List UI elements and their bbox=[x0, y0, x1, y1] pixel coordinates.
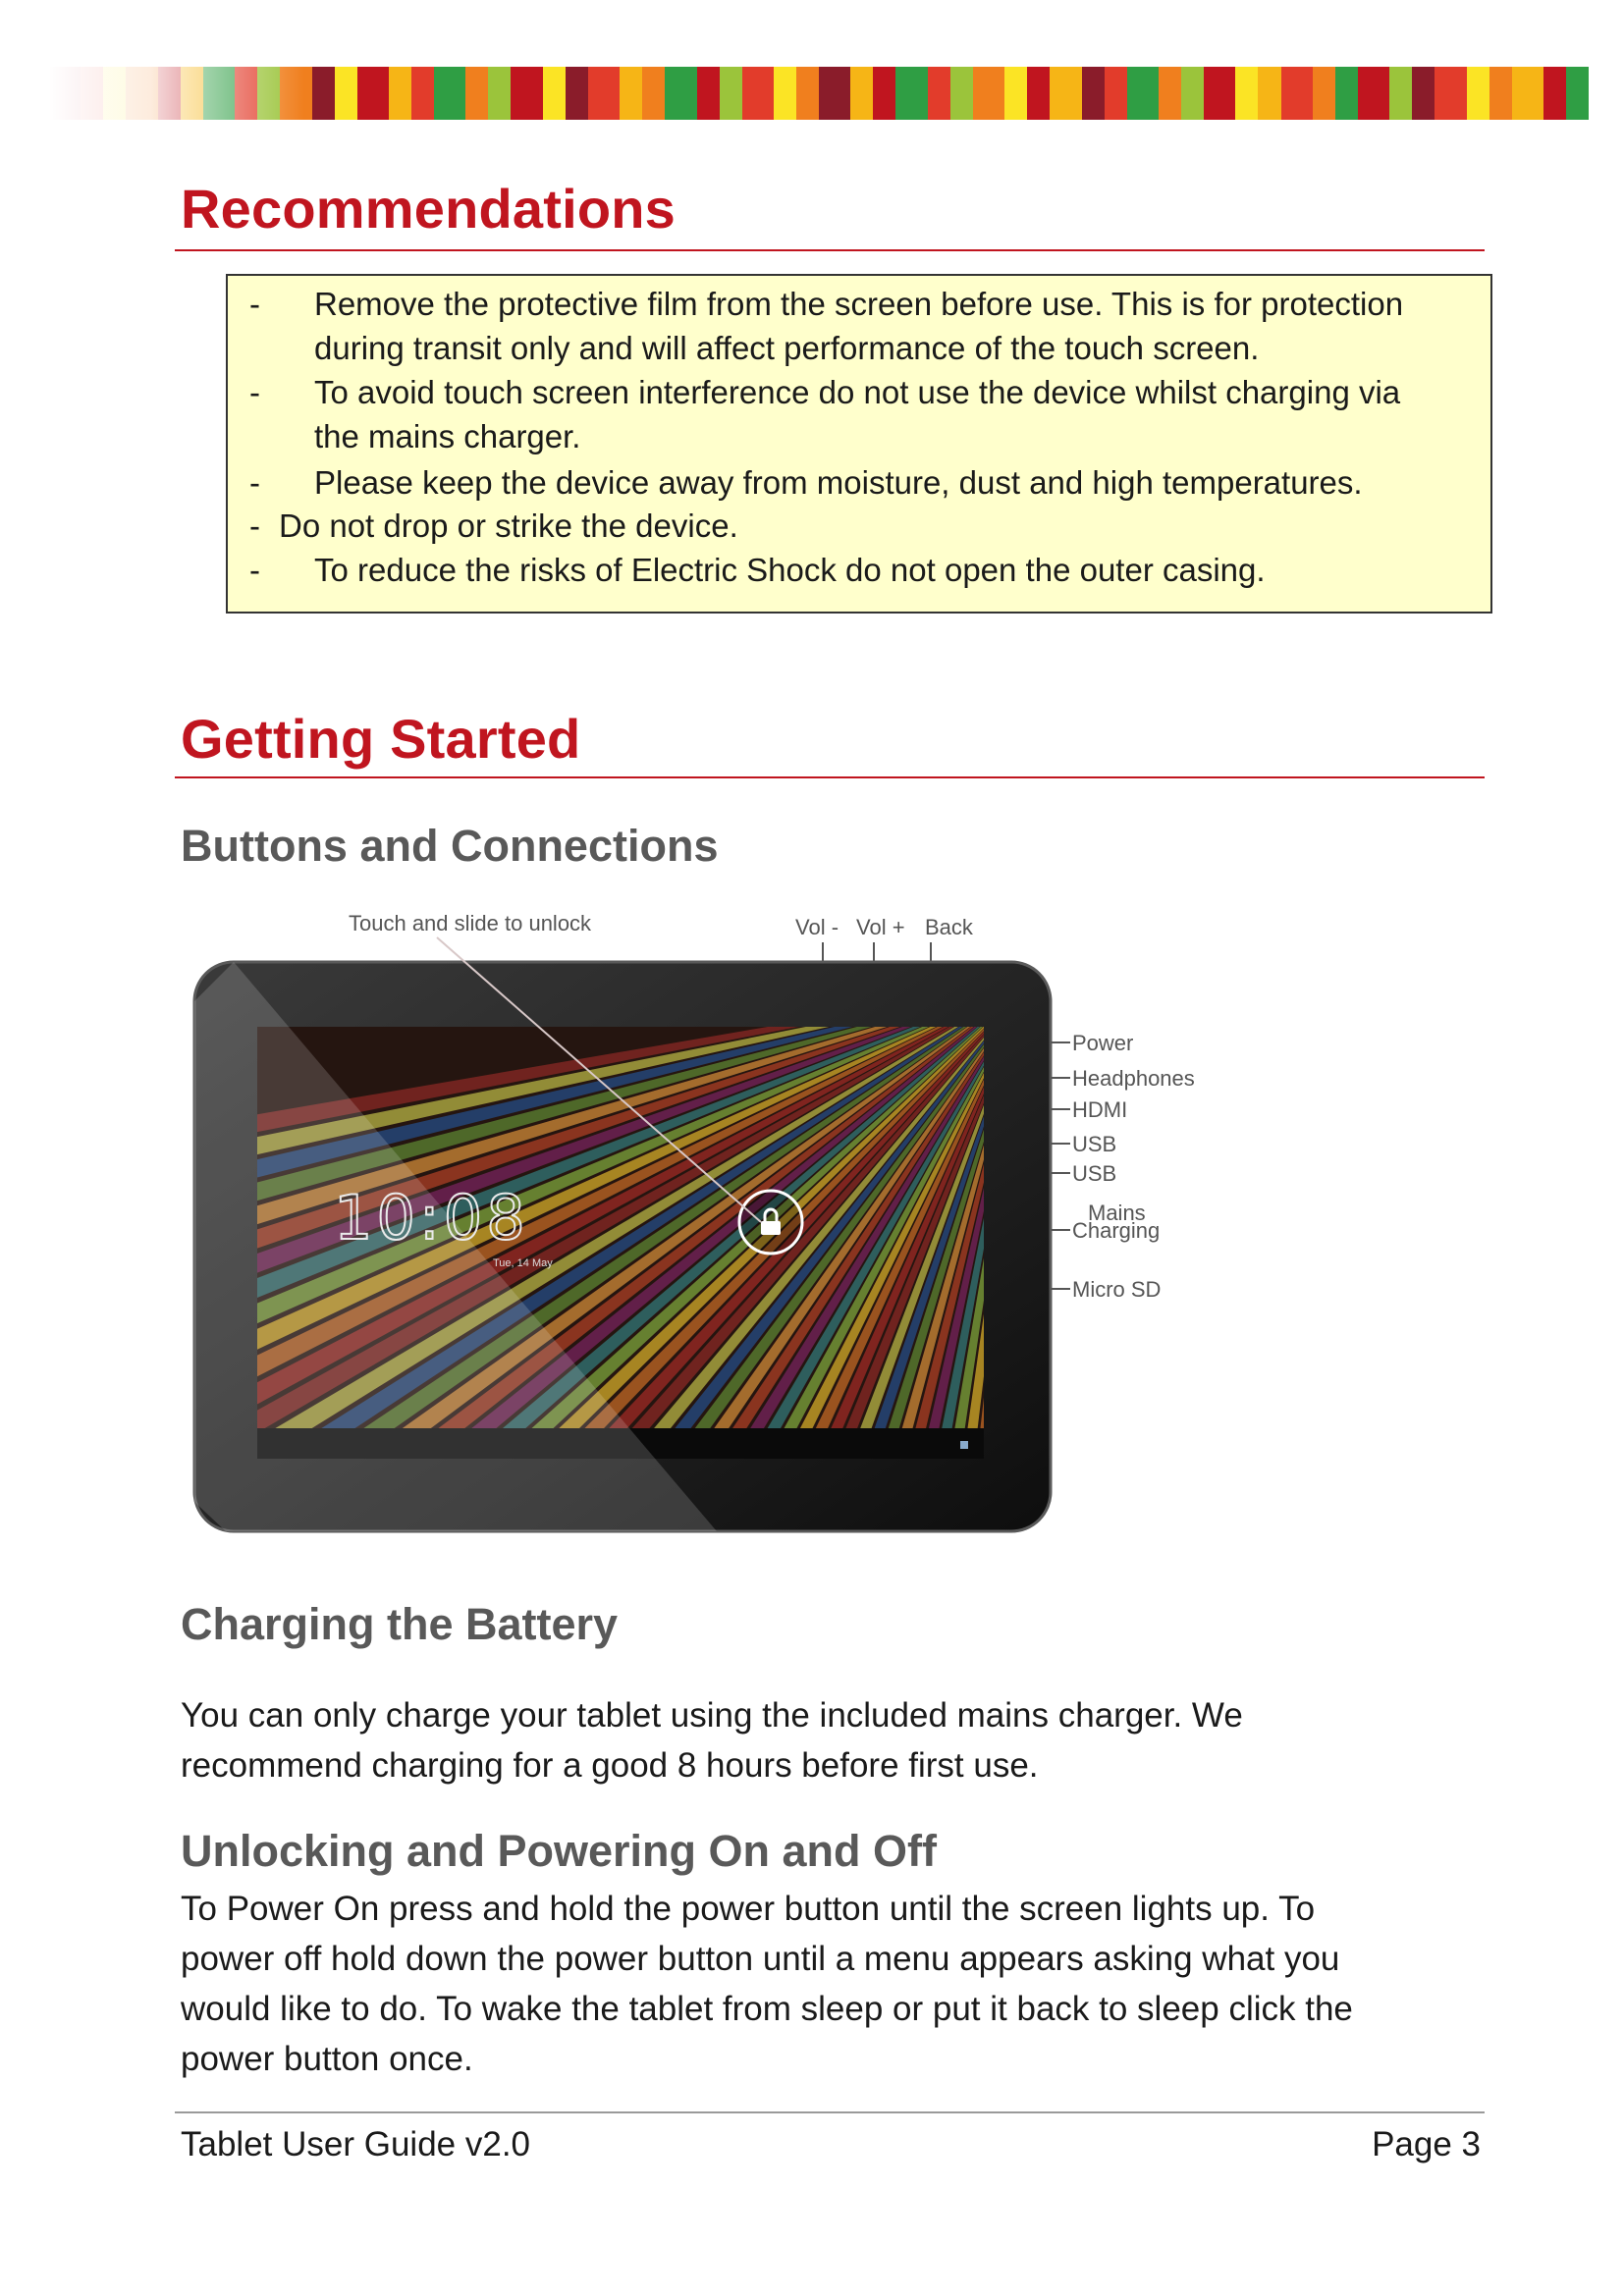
unlocking-paragraph bbox=[181, 1884, 1487, 2084]
footer-page-number: Page 3 bbox=[1372, 2125, 1481, 2163]
footer-rule bbox=[175, 2111, 1485, 2113]
lockscreen-date: Tue, 14 May bbox=[493, 1257, 553, 1269]
charging-paragraph bbox=[181, 1690, 1487, 1790]
stripe-segment bbox=[1235, 67, 1258, 120]
callout-charging: Charging bbox=[1072, 1218, 1161, 1243]
stripe-segment bbox=[819, 67, 850, 120]
callout-hdmi: HDMI bbox=[1072, 1097, 1128, 1122]
notice-dash: - bbox=[249, 374, 260, 410]
stripe-segment bbox=[511, 67, 542, 120]
stripe-segment bbox=[1258, 67, 1280, 120]
notice-item bbox=[249, 504, 1467, 548]
stripe-segment bbox=[742, 67, 774, 120]
stripe-segment bbox=[1335, 67, 1358, 120]
unlocking-heading: Unlocking and Powering On and Off bbox=[181, 1826, 938, 1876]
stripe-segment bbox=[1004, 67, 1027, 120]
notice-line: during transit only and will affect performance of the touch screen. bbox=[314, 330, 1260, 366]
notice-dash: - bbox=[249, 507, 260, 544]
notice-item bbox=[249, 460, 1467, 505]
stripe-segment bbox=[928, 67, 950, 120]
tablet-diagram bbox=[187, 893, 1257, 1541]
callout-mains: Mains bbox=[1088, 1201, 1146, 1225]
stripe-segment bbox=[1050, 67, 1081, 120]
callout-power: Power bbox=[1072, 1031, 1134, 1055]
charging-heading: Charging the Battery bbox=[181, 1599, 619, 1649]
callout-back: Back bbox=[925, 915, 973, 939]
header-stripe-fade bbox=[49, 67, 304, 120]
buttons-connections-heading: Buttons and Connections bbox=[181, 821, 719, 871]
stripe-segment bbox=[1281, 67, 1313, 120]
unlocking-line: power button once. bbox=[181, 2040, 473, 2078]
navbar-icon bbox=[960, 1441, 968, 1449]
callout-vol-plus: Vol + bbox=[856, 915, 905, 939]
callout-usb-2: USB bbox=[1072, 1161, 1117, 1186]
recommendations-heading: Recommendations bbox=[181, 178, 676, 240]
stripe-segment bbox=[1512, 67, 1543, 120]
stripe-segment bbox=[1313, 67, 1335, 120]
lockscreen-clock: 10:08 bbox=[334, 1182, 529, 1254]
notice-item bbox=[249, 282, 1467, 370]
stripe-segment bbox=[620, 67, 642, 120]
stripe-segment bbox=[1159, 67, 1181, 120]
getting-started-rule bbox=[175, 776, 1485, 778]
stripe-segment bbox=[1082, 67, 1105, 120]
notice-line: Do not drop or strike the device. bbox=[279, 507, 738, 544]
stripe-segment bbox=[1566, 67, 1589, 120]
unlocking-line: would like to do. To wake the tablet from sleep or put it back to sleep click the bbox=[181, 1990, 1353, 2028]
stripe-segment bbox=[335, 67, 357, 120]
stripe-segment bbox=[774, 67, 796, 120]
stripe-segment bbox=[411, 67, 434, 120]
callout-usb-1: USB bbox=[1072, 1132, 1117, 1156]
unlocking-line: power off hold down the power button until a menu appears asking what you bbox=[181, 1940, 1340, 1978]
notice-line: To avoid touch screen interference do not use the device whilst charging via bbox=[314, 374, 1401, 410]
stripe-segment bbox=[720, 67, 742, 120]
recommendations-notice-box bbox=[226, 274, 1492, 614]
stripe-segment bbox=[1543, 67, 1566, 120]
stripe-segment bbox=[1435, 67, 1466, 120]
stripe-segment bbox=[1389, 67, 1412, 120]
notice-dash: - bbox=[249, 464, 260, 501]
callout-headphones: Headphones bbox=[1072, 1066, 1195, 1091]
notice-item bbox=[249, 548, 1467, 592]
notice-dash: - bbox=[249, 552, 260, 588]
recommendations-rule bbox=[175, 249, 1485, 251]
stripe-segment bbox=[1181, 67, 1204, 120]
unlocking-line: To Power On press and hold the power button until the screen lights up. To bbox=[181, 1890, 1316, 1928]
stripe-segment bbox=[1204, 67, 1235, 120]
stripe-segment bbox=[465, 67, 488, 120]
stripe-segment bbox=[434, 67, 465, 120]
footer-document-title: Tablet User Guide v2.0 bbox=[181, 2125, 531, 2163]
notice-line: the mains charger. bbox=[314, 418, 581, 454]
stripe-segment bbox=[566, 67, 588, 120]
stripe-segment bbox=[1027, 67, 1050, 120]
stripe-segment bbox=[1105, 67, 1127, 120]
stripe-segment bbox=[1489, 67, 1512, 120]
stripe-segment bbox=[850, 67, 873, 120]
stripe-segment bbox=[1127, 67, 1159, 120]
stripe-segment bbox=[796, 67, 819, 120]
stripe-segment bbox=[488, 67, 511, 120]
charging-line: You can only charge your tablet using the included mains charger. We bbox=[181, 1696, 1243, 1735]
stripe-segment bbox=[950, 67, 973, 120]
stripe-segment bbox=[1412, 67, 1435, 120]
notice-line: To reduce the risks of Electric Shock do not open the outer casing. bbox=[314, 552, 1266, 588]
stripe-segment bbox=[543, 67, 566, 120]
callout-vol-minus: Vol - bbox=[795, 915, 839, 939]
stripe-segment bbox=[973, 67, 1004, 120]
stripe-segment bbox=[588, 67, 620, 120]
callout-unlock: Touch and slide to unlock bbox=[349, 911, 592, 935]
notice-line: Remove the protective film from the screen before use. This is for protection bbox=[314, 286, 1404, 322]
stripe-segment bbox=[665, 67, 696, 120]
stripe-segment bbox=[1358, 67, 1389, 120]
stripe-segment bbox=[357, 67, 389, 120]
notice-line: Please keep the device away from moisture, dust and high temperatures. bbox=[314, 464, 1363, 501]
stripe-segment bbox=[697, 67, 720, 120]
callout-micro-sd: Micro SD bbox=[1072, 1277, 1162, 1302]
stripe-segment bbox=[312, 67, 335, 120]
notice-dash: - bbox=[249, 286, 260, 322]
stripe-segment bbox=[1467, 67, 1489, 120]
stripe-segment bbox=[642, 67, 665, 120]
charging-line: recommend charging for a good 8 hours before first use. bbox=[181, 1746, 1039, 1785]
notice-item bbox=[249, 370, 1467, 458]
stripe-segment bbox=[873, 67, 895, 120]
stripe-segment bbox=[389, 67, 411, 120]
getting-started-heading: Getting Started bbox=[181, 708, 581, 770]
stripe-segment bbox=[895, 67, 927, 120]
